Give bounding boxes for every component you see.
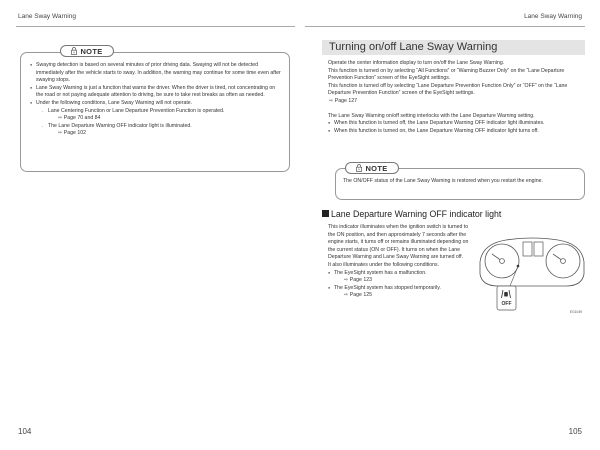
left-note-box (20, 52, 290, 172)
right-header-rule (305, 26, 585, 27)
indicator-bullet-ref: ⇨ Page 125 (344, 292, 372, 299)
left-header-rule (16, 26, 295, 27)
indicator-paragraph: This indicator illuminates when the ignition switch is turned to the ON position, and then approximately 7 seconds after the engine starts, it turns off or remains illuminated depending on the current status (ON or OFF). It turns on when the Lane Departure Warning and Lane Sway Warning are turned off. (328, 224, 469, 261)
turning-bullet: ● When this function is turned off, the Lane Departure Warning OFF indicator light illuminates. (328, 120, 580, 128)
turning-paragraph: This function is turned on by selecting “All Functions” or “Warning Buzzer Only” on the “Lane Departure Prevention Function” screen of the EyeSight settings. (328, 67, 565, 82)
left-note-conditions (36, 108, 282, 138)
condition-text: Lane Centering Function or Lane Departure Prevention Function is operated. (48, 107, 225, 114)
condition-text: The Lane Departure Warning OFF indicator light is illuminated. (48, 122, 192, 129)
subsection-title-indicator (322, 209, 501, 220)
subsection-title-text: Lane Departure Warning OFF indicator light (331, 209, 502, 219)
turning-section-body (328, 60, 580, 135)
left-note-bullet: ● Lane Sway Warning is just a function that warns the driver. When the driver is tired, not concentrating on the road or not paying adequate attention to driving, be sure to take rest breaks as often as needed. (30, 85, 282, 100)
right-note-tab (345, 162, 399, 174)
turning-bullet: ● When this function is turned on, the Lane Departure Warning OFF indicator light turns off. (328, 128, 580, 136)
left-note-bullet (30, 100, 282, 138)
indicator-bullet (328, 285, 476, 300)
turning-paragraph: This function is turned off by selecting “Lane Departure Prevention Function Only” or “OFF” on the “Lane Departure Prevention Function” screen of the EyeSight settings. (328, 82, 568, 97)
indicator-off-label: OFF (501, 301, 512, 307)
left-note-tab (60, 45, 114, 57)
center-display-left (523, 242, 532, 256)
left-note-bullet: ● Swaying detection is based on several minutes of prior driving data. Swaying will not be detected immediately after the vehicle starts to sway. In addition, the warning may continue for some time even after swaying stops. (30, 62, 282, 85)
left-note-bullets (30, 62, 282, 138)
section-title-turning: Turning on/off Lane Sway Warning (322, 40, 585, 55)
left-running-head: Lane Sway Warning (18, 13, 76, 20)
condition-item (42, 108, 282, 123)
right-running-head: Lane Sway Warning (524, 13, 582, 20)
indicator-bullet-text: The EyeSight system has stopped temporarily. (334, 284, 441, 291)
figure-id: EG1049 (569, 310, 582, 314)
left-page-number: 104 (18, 427, 32, 436)
condition-ref: ⇨ Page 102 (58, 130, 86, 137)
note-label: NOTE (365, 163, 388, 173)
center-display-right (534, 242, 543, 256)
right-note-text: The ON/OFF status of the Lane Sway Warning is restored when you restart the engine. (343, 178, 543, 184)
indicator-paragraph: It also illuminates under the following conditions. (328, 261, 440, 268)
lock-note-icon (71, 47, 77, 55)
indicator-bullet (328, 270, 476, 285)
turning-bullets (328, 120, 580, 135)
note-label: NOTE (80, 46, 103, 56)
indicator-bullets (328, 270, 476, 300)
lock-note-icon (356, 164, 362, 172)
indicator-section-body (328, 224, 476, 300)
left-note-bullet-text: Under the following conditions, Lane Sway Warning will not operate. (36, 99, 193, 106)
condition-ref: ⇨ Page 70 and 84 (58, 115, 101, 122)
turning-paragraph: The Lane Sway Warning on/off setting interlocks with the Lane Departure Warning setting. (328, 112, 535, 119)
condition-item (42, 123, 282, 138)
turning-paragraph: Operate the center information display to turn on/off the Lane Sway Warning. (328, 60, 505, 66)
square-bullet-icon (322, 210, 329, 217)
instrument-cluster-illustration (476, 228, 588, 320)
indicator-bullet-text: The EyeSight system has a malfunction. (334, 269, 427, 276)
indicator-bullet-ref: ⇨ Page 123 (344, 277, 372, 284)
left-note-content (30, 62, 282, 138)
turning-ref: ⇨ Page 127 (329, 97, 357, 104)
right-page-number: 105 (568, 427, 582, 436)
